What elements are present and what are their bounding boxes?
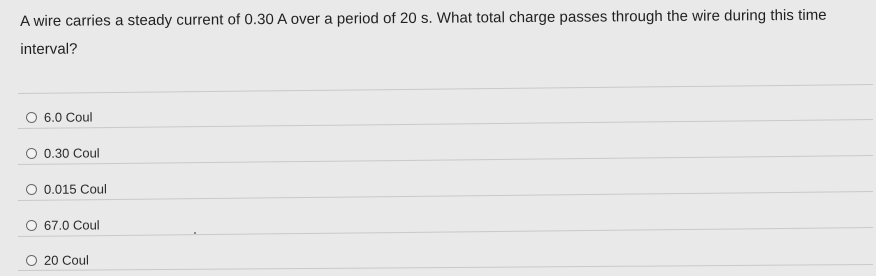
radio-button[interactable] <box>26 147 37 158</box>
radio-button[interactable] <box>26 183 37 194</box>
option-label: 20 Coul <box>43 252 89 268</box>
divider <box>18 191 873 201</box>
answer-option[interactable] <box>26 213 100 236</box>
answer-option[interactable] <box>26 249 89 271</box>
option-label: 6.0 Coul <box>43 108 93 125</box>
radio-button[interactable] <box>26 111 37 122</box>
answer-option[interactable] <box>26 177 107 200</box>
option-label: 0.015 Coul <box>43 180 107 197</box>
radio-button[interactable] <box>26 254 37 265</box>
answer-option[interactable] <box>26 141 100 164</box>
radio-button[interactable] <box>26 219 37 230</box>
question-text: A wire carries a steady current of 0.30 A over a period of 20 s. What total charge passes through the wire during this time interval? <box>20 6 827 58</box>
divider <box>18 155 873 165</box>
answer-option[interactable] <box>26 105 93 128</box>
divider <box>18 84 873 94</box>
screen-speck <box>194 232 196 234</box>
option-label: 67.0 Coul <box>43 216 100 233</box>
divider <box>18 227 873 237</box>
divider <box>18 264 873 271</box>
divider <box>18 119 873 129</box>
option-label: 0.30 Coul <box>43 144 100 161</box>
